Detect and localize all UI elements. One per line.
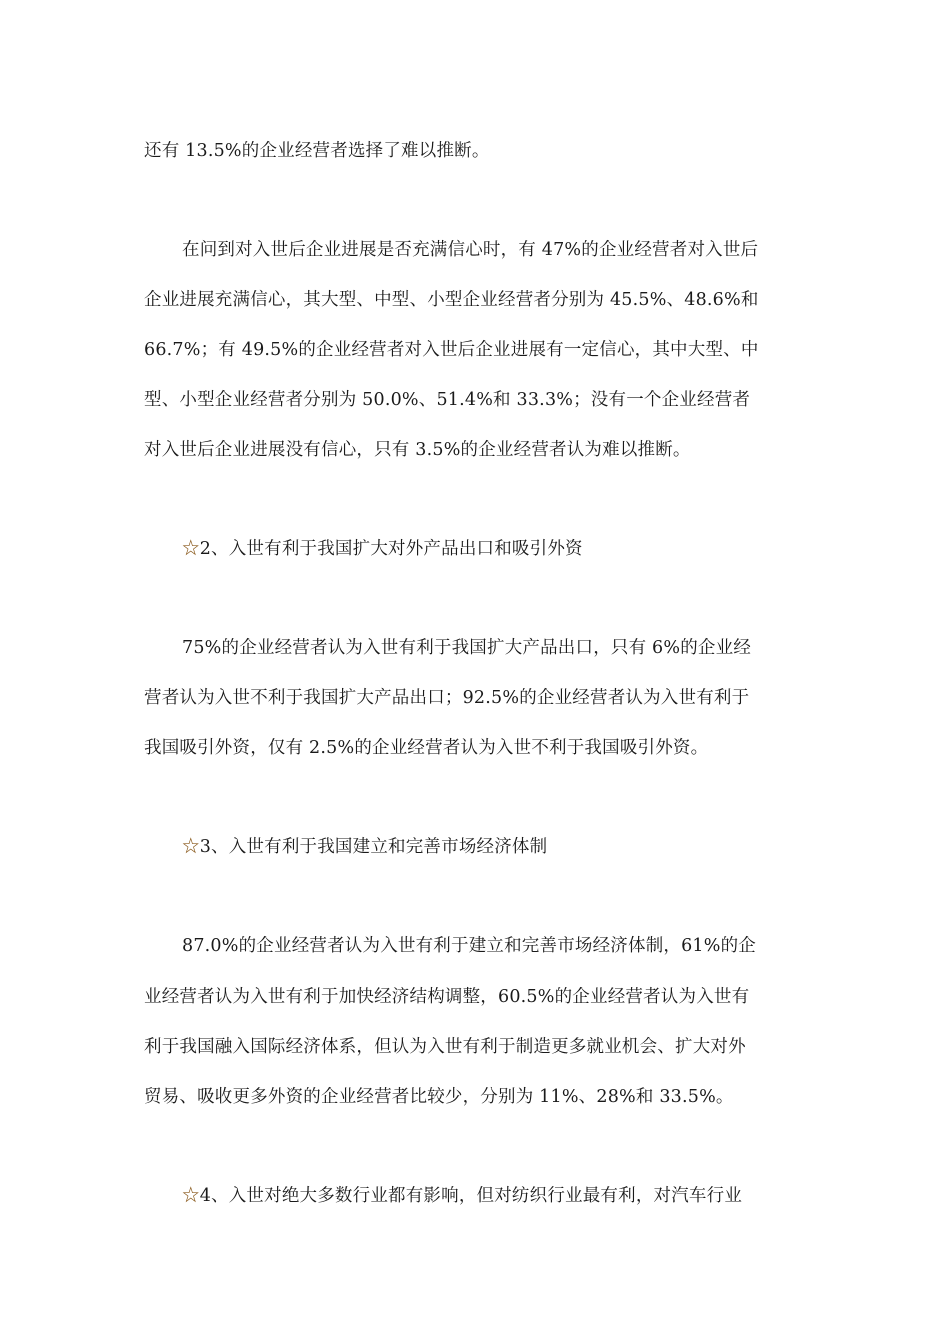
star-icon: ☆ <box>182 1186 200 1206</box>
paragraph-line: 66.7%；有 49.5%的企业经营者对入世后企业进展有一定信心，其中大型、中 <box>144 340 759 360</box>
paragraph-line: 贸易、吸收更多外资的企业经营者比较少，分别为 11%、28%和 33.5%。 <box>144 1087 734 1107</box>
paragraph-line: 我国吸引外资，仅有 2.5%的企业经营者认为入世不利于我国吸引外资。 <box>144 738 709 758</box>
paragraph-line: 对入世后企业进展没有信心，只有 3.5%的企业经营者认为难以推断。 <box>144 440 691 460</box>
section-heading <box>182 1184 862 1208</box>
section-heading <box>182 835 862 859</box>
paragraph-line: 业经营者认为入世有利于加快经济结构调整，60.5%的企业经营者认为入世有 <box>144 987 750 1007</box>
star-icon: ☆ <box>182 539 200 559</box>
paragraph-line: 型、小型企业经营者分别为 50.0%、51.4%和 33.3%；没有一个企业经营者 <box>144 390 751 410</box>
section-heading-text: 2、入世有利于我国扩大对外产品出口和吸引外资 <box>199 539 583 559</box>
paragraph-line: 87.0%的企业经营者认为入世有利于建立和完善市场经济体制，61%的企 <box>182 936 756 956</box>
star-icon: ☆ <box>182 837 200 857</box>
section-heading <box>182 537 862 561</box>
paragraph-line: 在问到对入世后企业进展是否充满信心时，有 47%的企业经营者对入世后 <box>182 240 759 260</box>
paragraph-line: 利于我国融入国际经济体系，但认为入世有利于制造更多就业机会、扩大对外 <box>144 1037 746 1057</box>
paragraph-line: 75%的企业经营者认为入世有利于我国扩大产品出口，只有 6%的企业经 <box>182 638 752 658</box>
section-heading-text: 3、入世有利于我国建立和完善市场经济体制 <box>199 837 548 857</box>
paragraph-line: 营者认为入世不利于我国扩大产品出口；92.5%的企业经营者认为入世有利于 <box>144 688 750 708</box>
section-heading-text: 4、入世对绝大多数行业都有影响，但对纺织行业最有利，对汽车行业 <box>199 1186 743 1206</box>
paragraph-line: 还有 13.5%的企业经营者选择了难以推断。 <box>144 141 490 161</box>
paragraph-line: 企业进展充满信心，其大型、中型、小型企业经营者分别为 45.5%、48.6%和 <box>144 290 759 310</box>
